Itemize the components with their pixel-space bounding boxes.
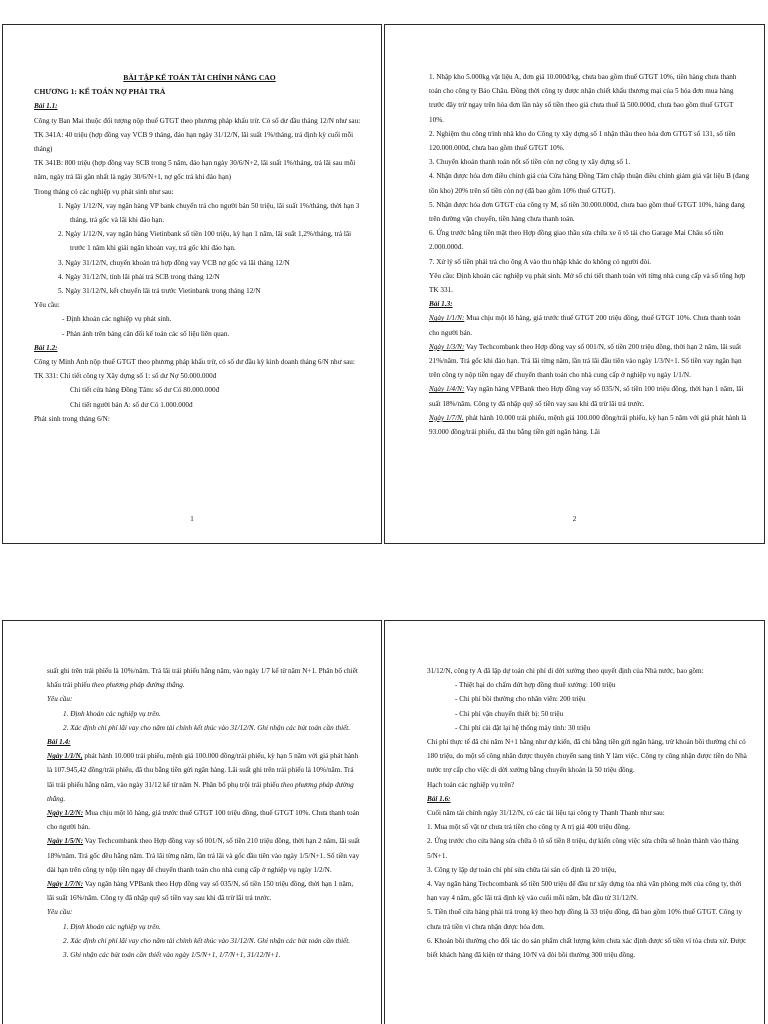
paragraph: TK 341A: 40 triệu (hợp đồng vay VCB 9 tháng, đáo hạn ngày 31/12/N, lãi suất 1%/tháng, trả định kỳ cuối mỗi tháng) bbox=[34, 130, 354, 154]
list-item: 5. Ngày 31/12/N, kết chuyển lãi trả trước Vietinbank trong tháng 12/N bbox=[58, 287, 261, 296]
paragraph: 3. Chuyển khoản thanh toán nốt số tiền còn nợ công ty xây dựng số 1. bbox=[429, 158, 631, 167]
list-item: 1. Mua một số vật tư chưa trả tiền cho công ty A trị giá 400 triệu đồng. bbox=[427, 823, 631, 832]
paragraph bbox=[429, 411, 750, 439]
paragraph bbox=[47, 749, 361, 806]
paragraph: 6. Ứng trước bằng tiền mặt theo Hợp đồng giao thầu sửa chữa xe ô tô tải cho Garage Mai Châu số tiền 2.000.000đ. bbox=[429, 229, 724, 252]
paragraph-text: Vay Techcombank theo Hợp đồng vay số 001/N, số tiền 200 triệu đồng, thời hạn 2 năm, lãi suất 21%/năm. Trả gốc khi đáo hạn. Trả lãi từng năm, lần trả lãi đầu tiên vào ngày 1/3/N+1. Số tiền vay ngân hạn trên công ty nộp tiền ngay để chuyển thanh toán cho nhà cung cấp ở nghiệp vụ ngày 1/1/N. bbox=[429, 342, 742, 380]
exercise-heading-1-6: Bài 1.6: bbox=[427, 794, 451, 803]
paragraph: TK 341B: 800 triệu (hợp đồng vay SCB trong 5 năm, đáo hạn ngày 30/6/N+2, lãi suất 1%/tháng, trả lãi sau mỗi năm, ngày trả lãi gần nhất là ngày 30/6/N+1, nợ gốc trả khi đáo hạn) bbox=[34, 159, 356, 182]
date-label: Ngày 1/2/N: bbox=[47, 809, 84, 818]
list-item: - Chi phí bồi thường cho nhân viên: 200 triệu bbox=[455, 695, 586, 704]
document-page-1 bbox=[2, 24, 382, 544]
date-label: Ngày 1/4/N: bbox=[429, 385, 465, 394]
list-item: 1. Định khoản các nghiệp vụ trên. bbox=[63, 922, 161, 931]
paragraph bbox=[429, 311, 750, 339]
list-item: 2. Xác định chi phí lãi vay cho năm tài chính kết thúc vào 31/12/N. Ghi nhận các bút toán cần thiết. bbox=[63, 723, 351, 732]
paragraph: Chi tiết cửa hàng Đồng Tâm: số dư Có 80.000.000đ bbox=[70, 386, 220, 395]
paragraph-text: Vay Techcombank theo Hợp đồng vay số 001/N, số tiền 210 triệu đồng, thời hạn 2 năm, lãi suất 18%/năm. Trả gốc đều hằng năm. Trả lãi từng năm, lần trả lãi và gốc đầu tiên vào ngày 1/5/N+1. Số tiền vay dài hạn trên công ty nộp tiền ngay để chuyển thanh toán cho nhà cung cấp ở nghiệp vụ ngày 1/2/N. bbox=[47, 837, 360, 874]
exercise-heading-1-1: Bài 1.1: bbox=[34, 102, 58, 111]
list-item: 2. Ngày 1/12/N, vay ngân hàng Vietinbank số tiền 100 triệu, kỳ hạn 1 năm, lãi suất 1,2%/tháng, trả lãi trước 1 năm khi giải ngân khoản vay, trả gốc khi đáo hạn. bbox=[58, 230, 352, 253]
page-number: 1 bbox=[190, 515, 194, 523]
paragraph bbox=[47, 877, 361, 905]
paragraph: 5. Nhận được hóa đơn GTGT của công ty M, số tiền 30.000.000đ, chưa bao gồm thuế GTGT 10%, hàng đang trên đường vận chuyển, tiền hàng chưa thanh toán. bbox=[429, 200, 745, 224]
paragraph: 2. Nghiệm thu công trình nhà kho do Công ty xây dựng số 1 nhận thầu theo hóa đơn GTGT số 131, số tiền 120.000.000đ, chưa bao gồm thuế GTGT 10%. bbox=[429, 129, 736, 153]
list-item: 1. Ngày 1/12/N, vay ngân hàng VP bank chuyển trả cho người bán 50 triệu, lãi suất 1%/tháng, thời hạn 3 tháng, trả gốc và lãi khi đáo hạn. bbox=[58, 201, 360, 225]
cost-list bbox=[427, 678, 750, 735]
document-title: BÀI TẬP KẾ TOÁN TÀI CHÍNH NÂNG CAO bbox=[123, 73, 276, 82]
chapter-heading: CHƯƠNG 1: KẾ TOÁN NỢ PHẢI TRẢ bbox=[34, 87, 166, 97]
paragraph-text: Mua chịu một lô hàng, giá trước thuế GTGT 100 triệu đồng, thuế GTGT 10%. Chưa thanh toán cho người bán. bbox=[47, 809, 360, 832]
paragraph: Trong tháng có các nghiệp vụ phát sinh như sau: bbox=[34, 187, 174, 196]
paragraph bbox=[47, 664, 361, 692]
paragraph: Công ty Minh Anh nộp thuế GTGT theo phương pháp khấu trừ, có số dư đầu kỳ kinh doanh tháng 6/N như sau: bbox=[34, 358, 355, 367]
list-item: - Định khoản các nghiệp vụ phát sinh. bbox=[62, 315, 172, 324]
list-item: - Thiệt hại do chấm dứt hợp đồng thuê xưởng: 100 triệu bbox=[455, 681, 616, 690]
paragraph: Công ty Ban Mai thuộc đối tượng nộp thuế GTGT theo phương pháp khấu trừ. Có số dư đầu tháng 12/N như sau: bbox=[34, 116, 361, 125]
date-label: Ngày 1/3/N: bbox=[429, 342, 465, 351]
paragraph-text: theo phương pháp đường thẳng. bbox=[91, 681, 185, 690]
list-item: 2. Xác định chi phí lãi vay cho năm tài chính kết thúc vào 31/12/N. Ghi nhận các bút toán cần thiết. bbox=[63, 936, 351, 945]
list-item: 2. Ứng trước cho cửa hàng sửa chữa ô tô số tiền 8 triệu, dự kiến công việc sửa chữa sẽ hoàn thành vào tháng 5/N+1. bbox=[427, 837, 739, 860]
paragraph-text: Vay ngân hàng VPBank theo Hợp đồng vay số 035/N, số tiền 100 triệu đồng, thời hạn 1 năm, lãi suất 18%/năm. Công ty đã nhập quỹ số tiền vay sau khi đã trừ lãi trả trước. bbox=[429, 385, 744, 408]
list-item: - Phản ánh trên bảng cân đối kế toán các số liệu liên quan. bbox=[62, 329, 230, 338]
paragraph: 4. Nhận được hóa đơn điều chỉnh giá của Cửa hàng Đồng Tâm chấp thuận điều chỉnh giảm giá vật liệu B (đang tồn kho) 20% trên số tiền còn nợ (đã bao gồm 10% thuế GTGT). bbox=[429, 172, 750, 195]
exercise-heading-1-3: Bài 1.3: bbox=[429, 300, 453, 309]
date-label: Ngày 1/7/N: bbox=[47, 880, 84, 889]
paragraph-text: theo phương pháp đường thẳng. bbox=[47, 780, 354, 803]
date-label: Ngày 1/7/N. bbox=[429, 413, 464, 422]
list-item: - Chi phí vận chuyển thiết bị: 50 triệu bbox=[455, 709, 564, 718]
requirement-label: Yêu cầu: bbox=[47, 908, 73, 917]
list-item: 4. Ngày 31/12/N, tính lãi phải trả SCB trong tháng 12/N bbox=[58, 272, 220, 281]
list-item: 3. Ngày 31/12/N, chuyển khoản trả hợp đồng vay VCB nợ gốc và lãi tháng 12/N bbox=[58, 258, 290, 267]
operation-list bbox=[34, 199, 365, 298]
date-label: Ngày 1/5/N: bbox=[47, 837, 84, 846]
list-item: - Chi phí cài đặt lại hệ thống máy tính: 30 triệu bbox=[455, 723, 591, 732]
page-number: 2 bbox=[572, 515, 577, 523]
paragraph bbox=[429, 340, 750, 383]
list-item: 1. Định khoản các nghiệp vụ trên. bbox=[63, 709, 161, 718]
paragraph: TK 331: Chi tiết công ty Xây dựng số 1: số dư Nợ 50.000.000đ bbox=[34, 372, 217, 381]
paragraph bbox=[429, 382, 750, 410]
date-label: Ngày 1/1/N, bbox=[47, 752, 83, 761]
document-page-4 bbox=[384, 620, 765, 1024]
paragraph bbox=[47, 806, 361, 834]
paragraph-text: suất ghi trên trái phiếu là 10%/năm. Trả lãi trái phiếu hằng năm, vào ngày 1/7 kể từ năm N+1. Phân bổ chiết khấu trái phiếu bbox=[47, 667, 358, 690]
list-item: 4. Vay ngân hàng Techcombank số tiền 500 triệu để đầu tư xây dựng tòa nhà văn phòng mới của công ty, thời hạn vay 4 năm, gốc lãi trả định kỳ vào cuối mỗi năm, bắt đầu từ 31/12/N. bbox=[427, 880, 742, 903]
paragraph: 7. Xử lý số tiền phải trả cho ông A vào thu nhập khác do không có người đòi. bbox=[429, 257, 651, 266]
paragraph: Hạch toán các nghiệp vụ trên? bbox=[427, 780, 515, 789]
document-page-2 bbox=[384, 24, 765, 544]
paragraph: 31/12/N, công ty A đã lập dự toán chi phí di dời xưởng theo quyết định của Nhà nước, bao gồm: bbox=[427, 667, 704, 675]
paragraph: Chi tiết người bán A: số dư Có 1.000.000đ bbox=[70, 400, 193, 409]
paragraph: Yêu cầu: Định khoản các nghiệp vụ phát sinh. Mở sổ chi tiết thanh toán với từng nhà cung cấp và sổ tổng hợp TK 331. bbox=[429, 271, 746, 295]
document-page-3 bbox=[2, 620, 382, 1024]
exercise-heading-1-2: Bài 1.2: bbox=[34, 343, 58, 352]
paragraph bbox=[47, 834, 361, 877]
paragraph: Chi phí thực tế đã chi năm N+1 bằng như dự kiến, đã chi bằng tiền gửi ngân hàng, trừ khoản bồi thường chỉ có 180 triệu, do một số công nhân được thuyên chuyển sang tỉnh Y làm việc. Công ty cũng nhận được tiền do Nhà nước trợ cấp cho việc di dời xưởng bằng chuyển khoản là 50 triệu đồng. bbox=[427, 738, 747, 775]
paragraph-text: Mua chịu một lô hàng, giá trước thuế GTGT 200 triệu đồng, thuế GTGT 10%. Chưa thanh toán cho người bán. bbox=[429, 314, 741, 337]
paragraph: Phát sinh trong tháng 6/N: bbox=[34, 414, 110, 423]
exercise-heading-1-4: Bài 1.4: bbox=[47, 738, 71, 747]
list-item: 3. Công ty lập dự toán chi phí sửa chữa tài sản cố định là 20 triệu, bbox=[427, 865, 617, 874]
requirement-list bbox=[34, 312, 365, 340]
paragraph-text: Vay ngân hàng VPBank theo Hợp đồng vay số 035/N, số tiền 150 triệu đồng, thời hạn 1 năm, lãi suất 16%/năm. Công ty đã nhập quỹ số tiền vay sau khi đã trừ lãi trả trước. bbox=[47, 880, 354, 903]
list-item: 5. Tiền thuê cửa hàng phải trả trong kỳ theo hợp đồng là 33 triệu đồng, đã bao gồm 10% thuế GTGT. Công ty chưa trả tiền vì chưa nhận được hóa đơn. bbox=[427, 908, 742, 931]
paragraph: 1. Nhập kho 5.000kg vật liệu A, đơn giá 10.000đ/kg, chưa bao gồm thuế GTGT 10%, tiền hàng chưa thanh toán cho công ty Bảo Châu. Đồng thời công ty được nhận chiết khấu thương mại của 5 hóa đơn mua hàng trước đây trừ ngay trên hóa đơn lần này số tiền theo giá chưa thuế là 500.000đ, chưa bao gồm thuế GTGT 10%. bbox=[429, 73, 737, 124]
requirement-label: Yêu cầu: bbox=[47, 695, 73, 704]
paragraph-text: phát hành 10.000 trái phiếu, mệnh giá 100.000 đồng/trái phiếu, kỳ hạn 5 năm với giá phát hành là 93.000 đồng/trái phiếu, đã thu bằng tiền gửi ngân hàng. Lãi bbox=[429, 413, 747, 437]
paragraph: Cuối năm tài chính ngày 31/12/N, có các tài liệu tại công ty Thanh Thanh như sau: bbox=[427, 809, 665, 818]
list-item: 6. Khoản bồi thường cho đối tác do sản phẩm chất lượng kém chưa xác định được số tiền vì tòa chưa xử. Được biết khách hàng đã kiện từ tháng 10/N và đòi bồi thường 300 triệu đồng. bbox=[427, 936, 747, 960]
date-label: Ngày 1/1/N: bbox=[429, 314, 465, 323]
requirement-label: Yêu cầu: bbox=[34, 301, 60, 310]
list-item: 3. Ghi nhận các bút toán cần thiết vào ngày 1/5/N+1, 1/7/N+1, 31/12/N+1. bbox=[63, 951, 281, 960]
paragraph-text: phát hành 10.000 trái phiếu, mệnh giá 100.000 đồng/trái phiếu, kỳ hạn 5 năm với giá phát hành là 107.945,42 đồng/trái phiếu, đã thu bằng tiền gửi ngân hàng. Lãi suất ghi trên trái phiếu là 10%/năm. Trả lãi trái phiếu hằng năm, vào ngày 31/12 kể từ năm N. Phân bổ phụ trội trái phiếu bbox=[47, 752, 359, 789]
